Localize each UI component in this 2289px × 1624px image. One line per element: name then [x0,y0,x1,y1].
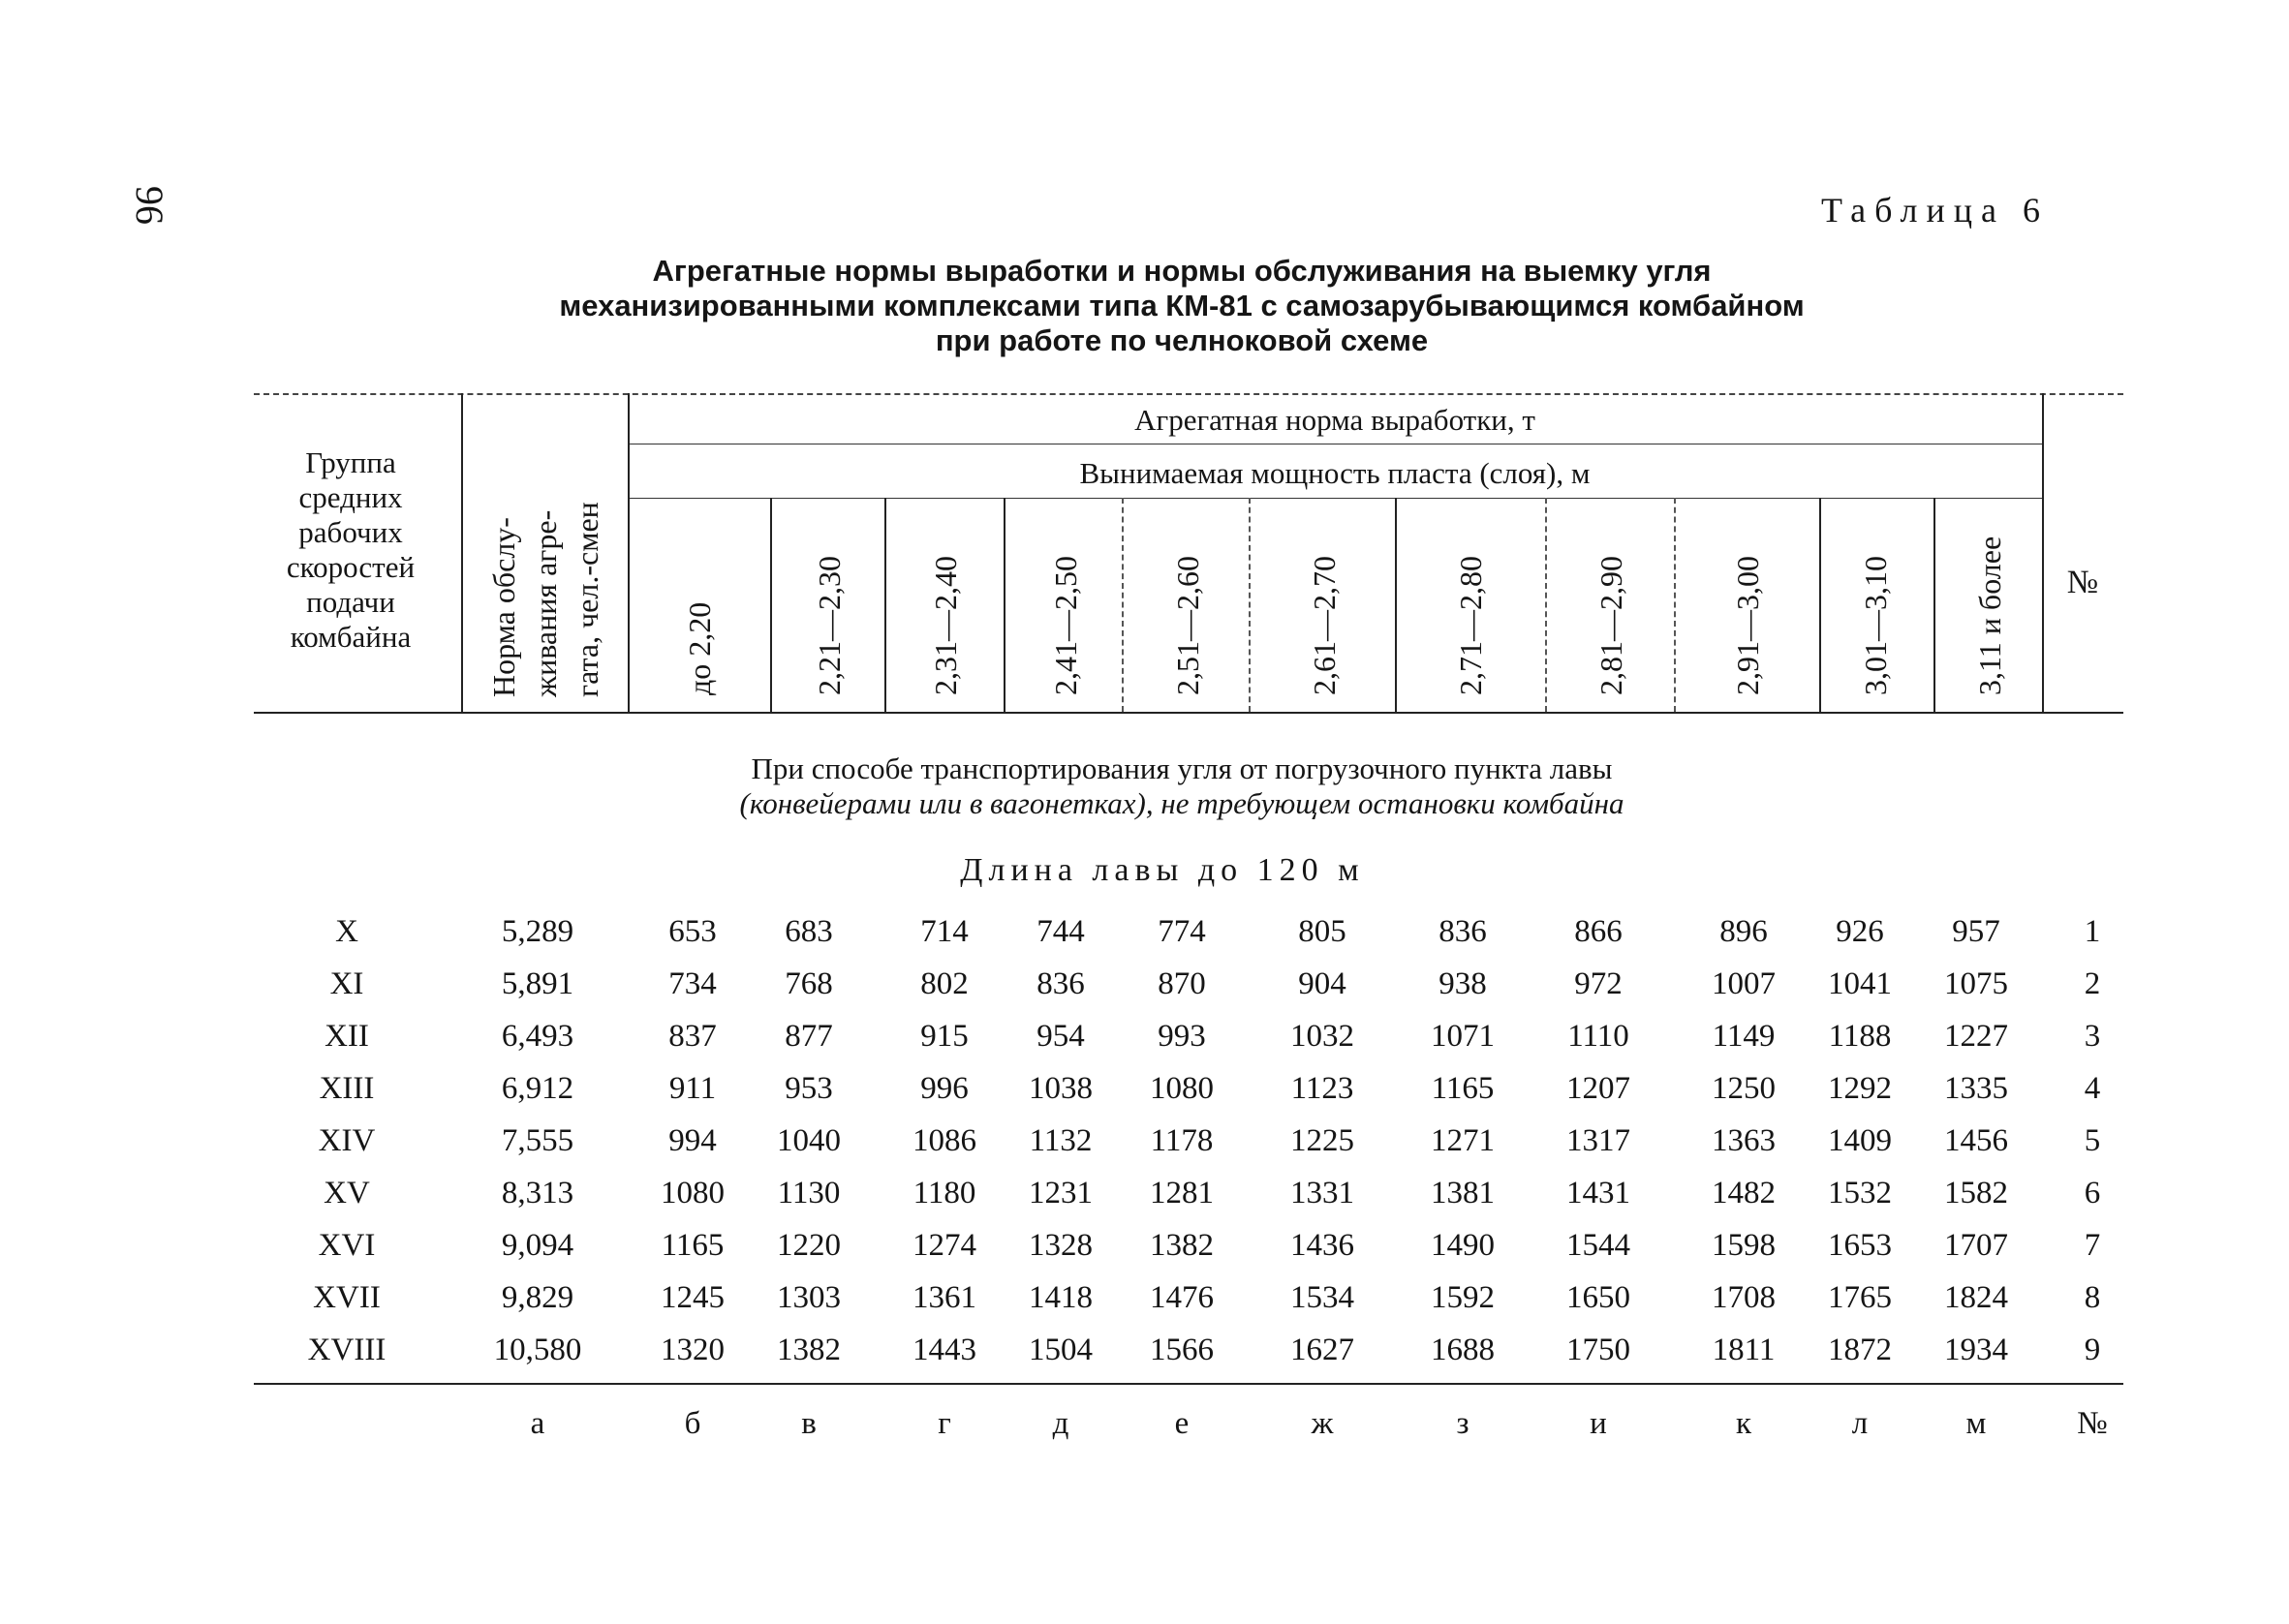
norm-header-line-2: живания агре- [528,509,563,697]
row-value: 1180 [913,1176,976,1210]
row-value: 1363 [1712,1123,1776,1158]
row-value: 1650 [1566,1280,1630,1315]
row-value: 805 [1298,914,1346,949]
row-value: 837 [668,1019,717,1054]
row-value: 1382 [1150,1228,1214,1263]
row-number: 4 [2084,1071,2101,1106]
row-value: 802 [920,966,969,1001]
row-value: 1071 [1431,1019,1495,1054]
row-value: 1086 [913,1123,976,1158]
row-number: 7 [2084,1228,2101,1263]
column-letter: № [2077,1406,2108,1441]
row-value: 1225 [1290,1123,1354,1158]
row-value: 1292 [1828,1071,1892,1106]
column-letter: а [530,1406,545,1441]
row-value: 1165 [1431,1071,1495,1106]
row-number: 1 [2084,914,2101,949]
title-line-1: Агрегатные нормы выработки и нормы обслуживания на выемку угля [652,254,1712,288]
row-value: 1627 [1290,1333,1354,1367]
row-value: 1007 [1712,966,1776,1001]
row-norm: 10,580 [493,1333,582,1367]
thickness-col-zh: 2,71—2,80 [1453,556,1488,695]
thickness-col-v: 2,31—2,40 [928,556,963,695]
row-value: 1080 [661,1176,725,1210]
row-number: 3 [2084,1019,2101,1054]
row-norm: 5,289 [501,914,574,949]
thickness-col-e: 2,61—2,70 [1307,556,1342,695]
row-value: 1431 [1566,1176,1630,1210]
row-value: 1490 [1431,1228,1495,1263]
row-value: 1765 [1828,1280,1892,1315]
row-value: 714 [920,914,969,949]
row-value: 1130 [777,1176,841,1210]
norm-header-line-1: Норма обслу- [486,517,521,697]
column-letter: з [1456,1406,1469,1441]
row-norm: 6,912 [501,1071,574,1106]
row-norm: 5,891 [501,966,574,1001]
row-value: 1303 [777,1280,841,1315]
row-value: 1476 [1150,1280,1214,1315]
row-value: 1281 [1150,1176,1214,1210]
row-value: 904 [1298,966,1346,1001]
row-value: 1041 [1828,966,1892,1001]
row-value: 996 [920,1071,969,1106]
row-group: XV [324,1176,370,1210]
row-value: 1317 [1566,1123,1630,1158]
row-value: 1750 [1566,1333,1630,1367]
row-value: 1320 [661,1333,725,1367]
row-value: 1534 [1290,1280,1354,1315]
row-value: 870 [1158,966,1206,1001]
row-value: 1178 [1150,1123,1214,1158]
row-group: XVII [313,1280,381,1315]
row-value: 1708 [1712,1280,1776,1315]
num-header: № [2066,565,2099,600]
table-label: Таблица 6 [1821,191,2049,230]
row-value: 953 [785,1071,833,1106]
row-value: 1436 [1290,1228,1354,1263]
thickness-col-a: до 2,20 [682,601,717,695]
thickness-col-b: 2,21—2,30 [812,556,847,695]
row-value: 926 [1836,914,1884,949]
row-value: 1418 [1029,1280,1093,1315]
row-group: XVIII [307,1333,387,1367]
group-header-line: средних [298,480,403,514]
row-value: 836 [1438,914,1487,949]
row-value: 1566 [1150,1333,1214,1367]
row-value: 1824 [1944,1280,2008,1315]
row-value: 774 [1158,914,1206,949]
row-value: 1207 [1566,1071,1630,1106]
row-value: 1482 [1712,1176,1776,1210]
row-value: 1123 [1290,1071,1354,1106]
column-letter: и [1590,1406,1607,1441]
row-group: XIII [319,1071,375,1106]
row-value: 768 [785,966,833,1001]
column-letter: д [1052,1406,1069,1441]
table-title [446,254,1918,358]
length-label: Длина лавы до 120 м [960,852,1365,888]
page-number: 96 [128,186,171,225]
row-group: X [335,914,358,949]
row-value: 1811 [1712,1333,1776,1367]
row-value: 1149 [1712,1019,1776,1054]
row-value: 1456 [1944,1123,2008,1158]
row-value: 896 [1719,914,1768,949]
group-header-line: подачи [306,585,395,619]
row-value: 1688 [1431,1333,1495,1367]
row-value: 957 [1952,914,2000,949]
row-value: 836 [1036,966,1085,1001]
group-header-line: Группа [305,445,396,479]
title-line-2: механизированными комплексами типа КМ-81 с самозарубывающимся комбайном [559,289,1805,322]
row-value: 1544 [1566,1228,1630,1263]
row-value: 1132 [1029,1123,1093,1158]
column-letter: м [1965,1406,1987,1441]
row-value: 1274 [913,1228,976,1263]
row-value: 1227 [1944,1019,2008,1054]
column-letter: к [1735,1406,1752,1441]
row-value: 994 [668,1123,717,1158]
row-group: XVI [318,1228,376,1263]
row-value: 993 [1158,1019,1206,1054]
row-value: 1188 [1828,1019,1892,1054]
row-value: 915 [920,1019,969,1054]
row-value: 1872 [1828,1333,1892,1367]
row-value: 1381 [1431,1176,1495,1210]
group-header-line: скоростей [286,550,416,584]
title-line-3: при работе по челноковой схеме [935,323,1429,357]
row-value: 653 [668,914,717,949]
row-value: 1080 [1150,1071,1214,1106]
row-value: 938 [1438,966,1487,1001]
row-value: 1532 [1828,1176,1892,1210]
row-group: XII [325,1019,369,1054]
thickness-col-z: 2,81—2,90 [1593,556,1628,695]
row-norm: 9,829 [501,1280,574,1315]
row-value: 1231 [1029,1176,1093,1210]
row-number: 5 [2084,1123,2101,1158]
column-letter: в [801,1406,817,1441]
row-value: 1934 [1944,1333,2008,1367]
row-value: 1110 [1567,1019,1629,1054]
group-header-line: рабочих [298,515,403,549]
row-value: 1250 [1712,1071,1776,1106]
column-letter: л [1851,1406,1869,1441]
thickness-col-k: 3,01—3,10 [1858,556,1893,695]
thickness-col-l: 3,11 и более [1972,536,2007,695]
row-value: 866 [1574,914,1623,949]
row-norm: 8,313 [501,1176,574,1210]
row-value: 877 [785,1019,833,1054]
row-value: 1653 [1828,1228,1892,1263]
row-value: 972 [1574,966,1623,1001]
row-value: 1038 [1029,1071,1093,1106]
row-value: 734 [668,966,717,1001]
row-value: 1582 [1944,1176,2008,1210]
row-value: 1245 [661,1280,725,1315]
output-norm-header: Агрегатная норма выработки, т [1134,403,1535,437]
row-value: 1504 [1029,1333,1093,1367]
column-letter: е [1174,1406,1190,1441]
row-number: 8 [2084,1280,2101,1315]
row-number: 9 [2084,1333,2101,1367]
thickness-col-i: 2,91—3,00 [1730,556,1765,695]
row-value: 1032 [1290,1019,1354,1054]
row-value: 683 [785,914,833,949]
row-value: 954 [1036,1019,1085,1054]
note-line-2 [407,786,1957,821]
group-header-line: комбайна [290,620,412,654]
row-value: 744 [1036,914,1085,949]
thickness-col-d: 2,51—2,60 [1170,556,1205,695]
note-line-2-text: (конвейерами или в вагонетках), не требующем остановки комбайна [739,786,1624,820]
row-value: 1335 [1944,1071,2008,1106]
row-norm: 6,493 [501,1019,574,1054]
thickness-col-g: 2,41—2,50 [1048,556,1083,695]
row-value: 1598 [1712,1228,1776,1263]
row-number: 2 [2084,966,2101,1001]
row-value: 1328 [1029,1228,1093,1263]
row-value: 1382 [777,1333,841,1367]
row-value: 1220 [777,1228,841,1263]
column-letter: б [684,1406,701,1441]
row-value: 1075 [1944,966,2008,1001]
column-letter: г [938,1406,951,1441]
row-value: 1707 [1944,1228,2008,1263]
row-value: 1409 [1828,1123,1892,1158]
column-letter: ж [1311,1406,1334,1441]
row-norm: 9,094 [501,1228,574,1263]
row-value: 911 [668,1071,717,1106]
thickness-header: Вынимаемая мощность пласта (слоя), м [1079,456,1591,490]
row-group: XI [329,966,364,1001]
row-value: 1040 [777,1123,841,1158]
row-value: 1271 [1431,1123,1495,1158]
norm-header-line-3: гата, чел.-смен [570,502,604,697]
row-value: 1331 [1290,1176,1354,1210]
row-norm: 7,555 [501,1123,574,1158]
row-value: 1165 [661,1228,725,1263]
row-value: 1361 [913,1280,976,1315]
row-group: XIV [318,1123,376,1158]
row-value: 1592 [1431,1280,1495,1315]
row-number: 6 [2084,1176,2101,1210]
note-line-1: При способе транспортирования угля от погрузочного пункта лавы [751,751,1613,785]
group-header [254,445,448,655]
row-value: 1443 [913,1333,976,1367]
